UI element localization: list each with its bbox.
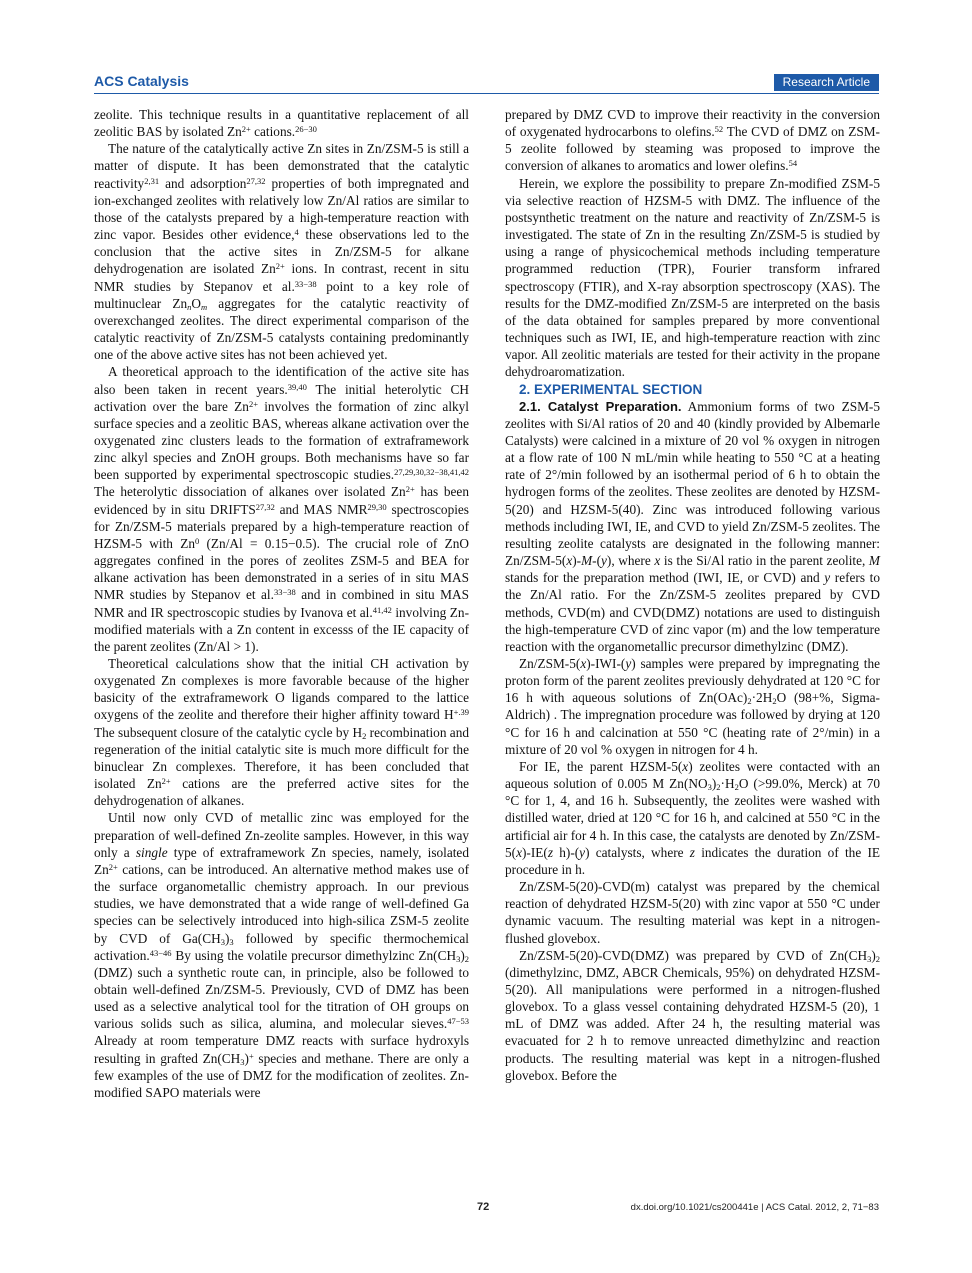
paragraph: Herein, we explore the possibility to prepare Zn-modified ZSM-5 via selective reaction of HZSM-5 with DMZ. The influence of the postsynthetic treatment on the nature and reactivity of Zn/ZSM-5 is investigated. The state of Zn in the resulting Zn/ZSM-5 is studied by using a range of physicochemical methods including temperature programmed reduction (TPR), Fourier transform infrared spectroscopy (FTIR), and X-ray absorption spectroscopy (XAS). The results for the DMZ-modified Zn/ZSM-5 are interpreted on the basis of the data obtained for samples prepared by more conventional techniques such as IWI, IE, and high-temperature reaction with zinc vapor. All zeolitic materials are tested for their activity in the propane dehydroaromatization.	[505, 175, 880, 380]
paragraph: Zn/ZSM-5(x)-IWI-(y) samples were prepared by impregnating the proton form of the parent zeolites previously dehydrated at 120 °C for 16 h with aqueous solutions of $Zn(OAc)_2\cdot 2H_2O$ (98+%, Sigma-Aldrich) . The impregnation procedure was followed by drying at 120 °C for 16 h and calcination at 550 °C (heating rate of 2°/min) in a mixture of 20 vol % oxygen in nitrogen for 4 h.	[505, 656, 880, 757]
article-type-badge: Research Article	[774, 74, 879, 91]
paragraph: zeolite. This technique results in a quantitative replacement of all zeolitic BAS by isolated $Zn^{2+}$ cations.$^{26-30}$	[94, 107, 469, 140]
left-column	[94, 106, 469, 1101]
page-footer	[94, 1201, 879, 1217]
right-column	[505, 106, 880, 1084]
paragraph: For IE, the parent HZSM-5(x) zeolites were contacted with an aqueous solution of 0.005 M $Zn(NO_3)_2\cdot H_2O$ (>99.0%, Merck) at 70 °C for 1, 4, and 16 h. Subsequently, the zeolites were washed with distilled water, dried at 120 °C for 16 h, and calcined at 550 °C in the artificial air for 4 h. In this case, the catalysts are denoted by Zn/ZSM-5(x)-IE(z h)-(y) catalysts, where z indicates the duration of the IE procedure in h.	[505, 758, 880, 877]
page-number: 72	[477, 1201, 490, 1213]
journal-name: ACS Catalysis	[94, 73, 189, 89]
page-header	[94, 73, 879, 94]
paragraph: Theoretical calculations show that the initial CH activation by oxygenated Zn complexes is more favorable because of the higher basicity of the extraframework O ligands compared to the lattice oxygens of the zeolite and therefore their higher affinity toward $H^{+.39}$ The subsequent closure of the catalytic cycle by $H_2$ recombination and regeneration of the initial catalytic site is much more difficult for the binuclear Zn complexes. Therefore, it has been concluded that isolated $Zn^{2+}$ cations are the preferred active sites for the dehydrogenation of alkanes.	[94, 656, 469, 809]
paragraph: The nature of the catalytically active Zn sites in Zn/ZSM-5 is still a matter of dispute. It has been demonstrated that the catalytic reactivity$^{2,31}$ and adsorption$^{27,32}$ properties of both impregnated and ion-exchanged zeolites with relatively low Zn/Al ratios are similar to those of the catalysts prepared by a high-temperature reaction with zinc vapor. Besides other evidence,$^4$ these observations led to the conclusion that the active sites in Zn/ZSM-5 for alkane dehydrogenation are isolated $Zn^{2+}$ ions. In contrast, recent in situ NMR studies by Stepanov et al.$^{33-38}$ point to a key role of multinuclear $Zn_nO_m$ aggregates for the catalytic reactivity of overexchanged zeolites. The direct experimental comparison of the catalytic reactivity of Zn/ZSM-5 catalysts containing predominantly one of the above active sites has not been achieved yet.	[94, 141, 469, 363]
subsection-heading: 2.1. Catalyst Preparation.	[519, 398, 682, 414]
section-heading: 2. EXPERIMENTAL SECTION	[519, 381, 703, 397]
paragraph: Zn/ZSM-5(20)-CVD(m) catalyst was prepared by the chemical reaction of dehydrated HZSM-5(20) with zinc vapor at 550 °C under dynamic vacuum. The resulting material was kept in a nitrogen-flushed glovebox.	[505, 879, 880, 946]
paragraph: Zn/ZSM-5(20)-CVD(DMZ) was prepared by CVD of $Zn(CH_3)_2$ (dimethylzinc, DMZ, ABCR Chemicals, 95%) on dehydrated HZSM-5(20). All manipulations were performed in a nitrogen-flushed glovebox. To a glass vessel containing dehydrated HZSM-5 (20), 1 mL of DMZ was added. After 24 h, the resulting material was evacuated for 2 h to remove unreacted dimethylzinc and reaction products. The resulting material was kept in a nitrogen-flushed glovebox. Before the	[505, 947, 880, 1083]
paragraph: 2.1. Catalyst Preparation. Ammonium forms of two ZSM-5 zeolites with Si/Al ratios of 20 and 40 (kindly provided by Albemarle Catalysts) were calcined in a mixture of 20 vol % oxygen in nitrogen at a flow rate of 100 N mL/min while heating to 550 °C at a heating rate of 2°/min followed by an isothermal period of 6 h to obtain the hydrogen forms of the zeolites. These zeolites are denoted by HZSM-5(20) and HZSM-5(40). Zinc was introduced following various methods including IWI, IE, and CVD to yield Zn/ZSM-5 zeolites. The resulting zeolite catalysts are designated in the following manner: Zn/ZSM-5(x)-M-(y), where x is the Si/Al ratio in the parent zeolite, M stands for the preparation method (IWI, IE, or CVD) and y refers to the Zn/Al ratio. For the Zn/ZSM-5 zeolites prepared by CVD methods, CVD(m) and CVD(DMZ) notations are used to distinguish the high-temperature CVD of zinc vapor (m) and the low temperature reaction with the organometallic precursor dimethylzinc (DMZ).	[505, 398, 880, 654]
paragraph: Until now only CVD of metallic zinc was employed for the preparation of well-defined Zn-zeolite samples. However, in this way only a single type of extraframework Zn species, namely, isolated $Zn^{2+}$ cations, can be introduced. An alternative method makes use of the surface organometallic chemistry approach. In our previous studies, we have demonstrated that a wide range of well-defined Ga species can be selectively introduced into high-silica ZSM-5 zeolite by CVD of $Ga(CH_3)_3$ followed by specific thermochemical activation.$^{43-46}$ By using the volatile precursor dimethylzinc $Zn(CH_3)_2$ (DMZ) such a synthetic route can, in principle, also be followed to obtain well-defined Zn/ZSM-5. Previously, CVD of DMZ has been used as a selective analytical tool for the titration of OH groups on various solids such as silica, alumina, and molecular sieves.$^{47-53}$ Already at room temperature DMZ reacts with surface hydroxyls resulting in grafted $Zn(CH_3)^+$ species and methane. There are only a few examples of the use of DMZ for the modification of zeolites. Zn-modified SAPO materials were	[94, 810, 470, 1100]
paragraph: A theoretical approach to the identification of the active site has also been taken in recent years.$^{39,40}$ The initial heterolytic CH activation over the bare $Zn^{2+}$ involves the formation of zinc alkyl surface species and a zeolitic BAS, whereas alkane activation over the oxygenated zinc clusters leads to the formation of extraframework zinc alkyl species and ZnOH groups. Both mechanisms have so far been supported by experimental spectroscopic studies.$^{27,29,30,32-38,41,42}$ The heterolytic dissociation of alkanes over isolated $Zn^{2+}$ has been evidenced by in situ DRIFTS$^{27,32}$ and MAS NMR$^{29,30}$ spectroscopies for Zn/ZSM-5 materials prepared by a high-temperature reaction of HZSM-5 with Zn$^0$ (Zn/Al = 0.15−0.5). The crucial role of ZnO aggregates confined in the pores of zeolites ZSM-5 and BEA for alkane activation has been demonstrated in a series of in situ MAS NMR studies by Stepanov et al.$^{33-38}$ and in combined in situ MAS NMR and IR spectroscopic studies by Ivanova et al.$^{41,42}$ involving Zn-modified materials with a Zn content in excesss of the IE capacity of the parent zeolites (Zn/Al > 1).	[94, 364, 470, 654]
doi-citation: dx.doi.org/10.1021/cs200441e | ACS Catal. 2012, 2, 71−83	[630, 1202, 879, 1213]
paragraph: prepared by DMZ CVD to improve their reactivity in the conversion of oxygenated hydrocarbons to olefins.$^{52}$ The CVD of DMZ on ZSM-5 zeolite followed by steaming was proposed to improve the conversion of alkanes to aromatics and lower olefins.$^{54}$	[505, 107, 880, 174]
